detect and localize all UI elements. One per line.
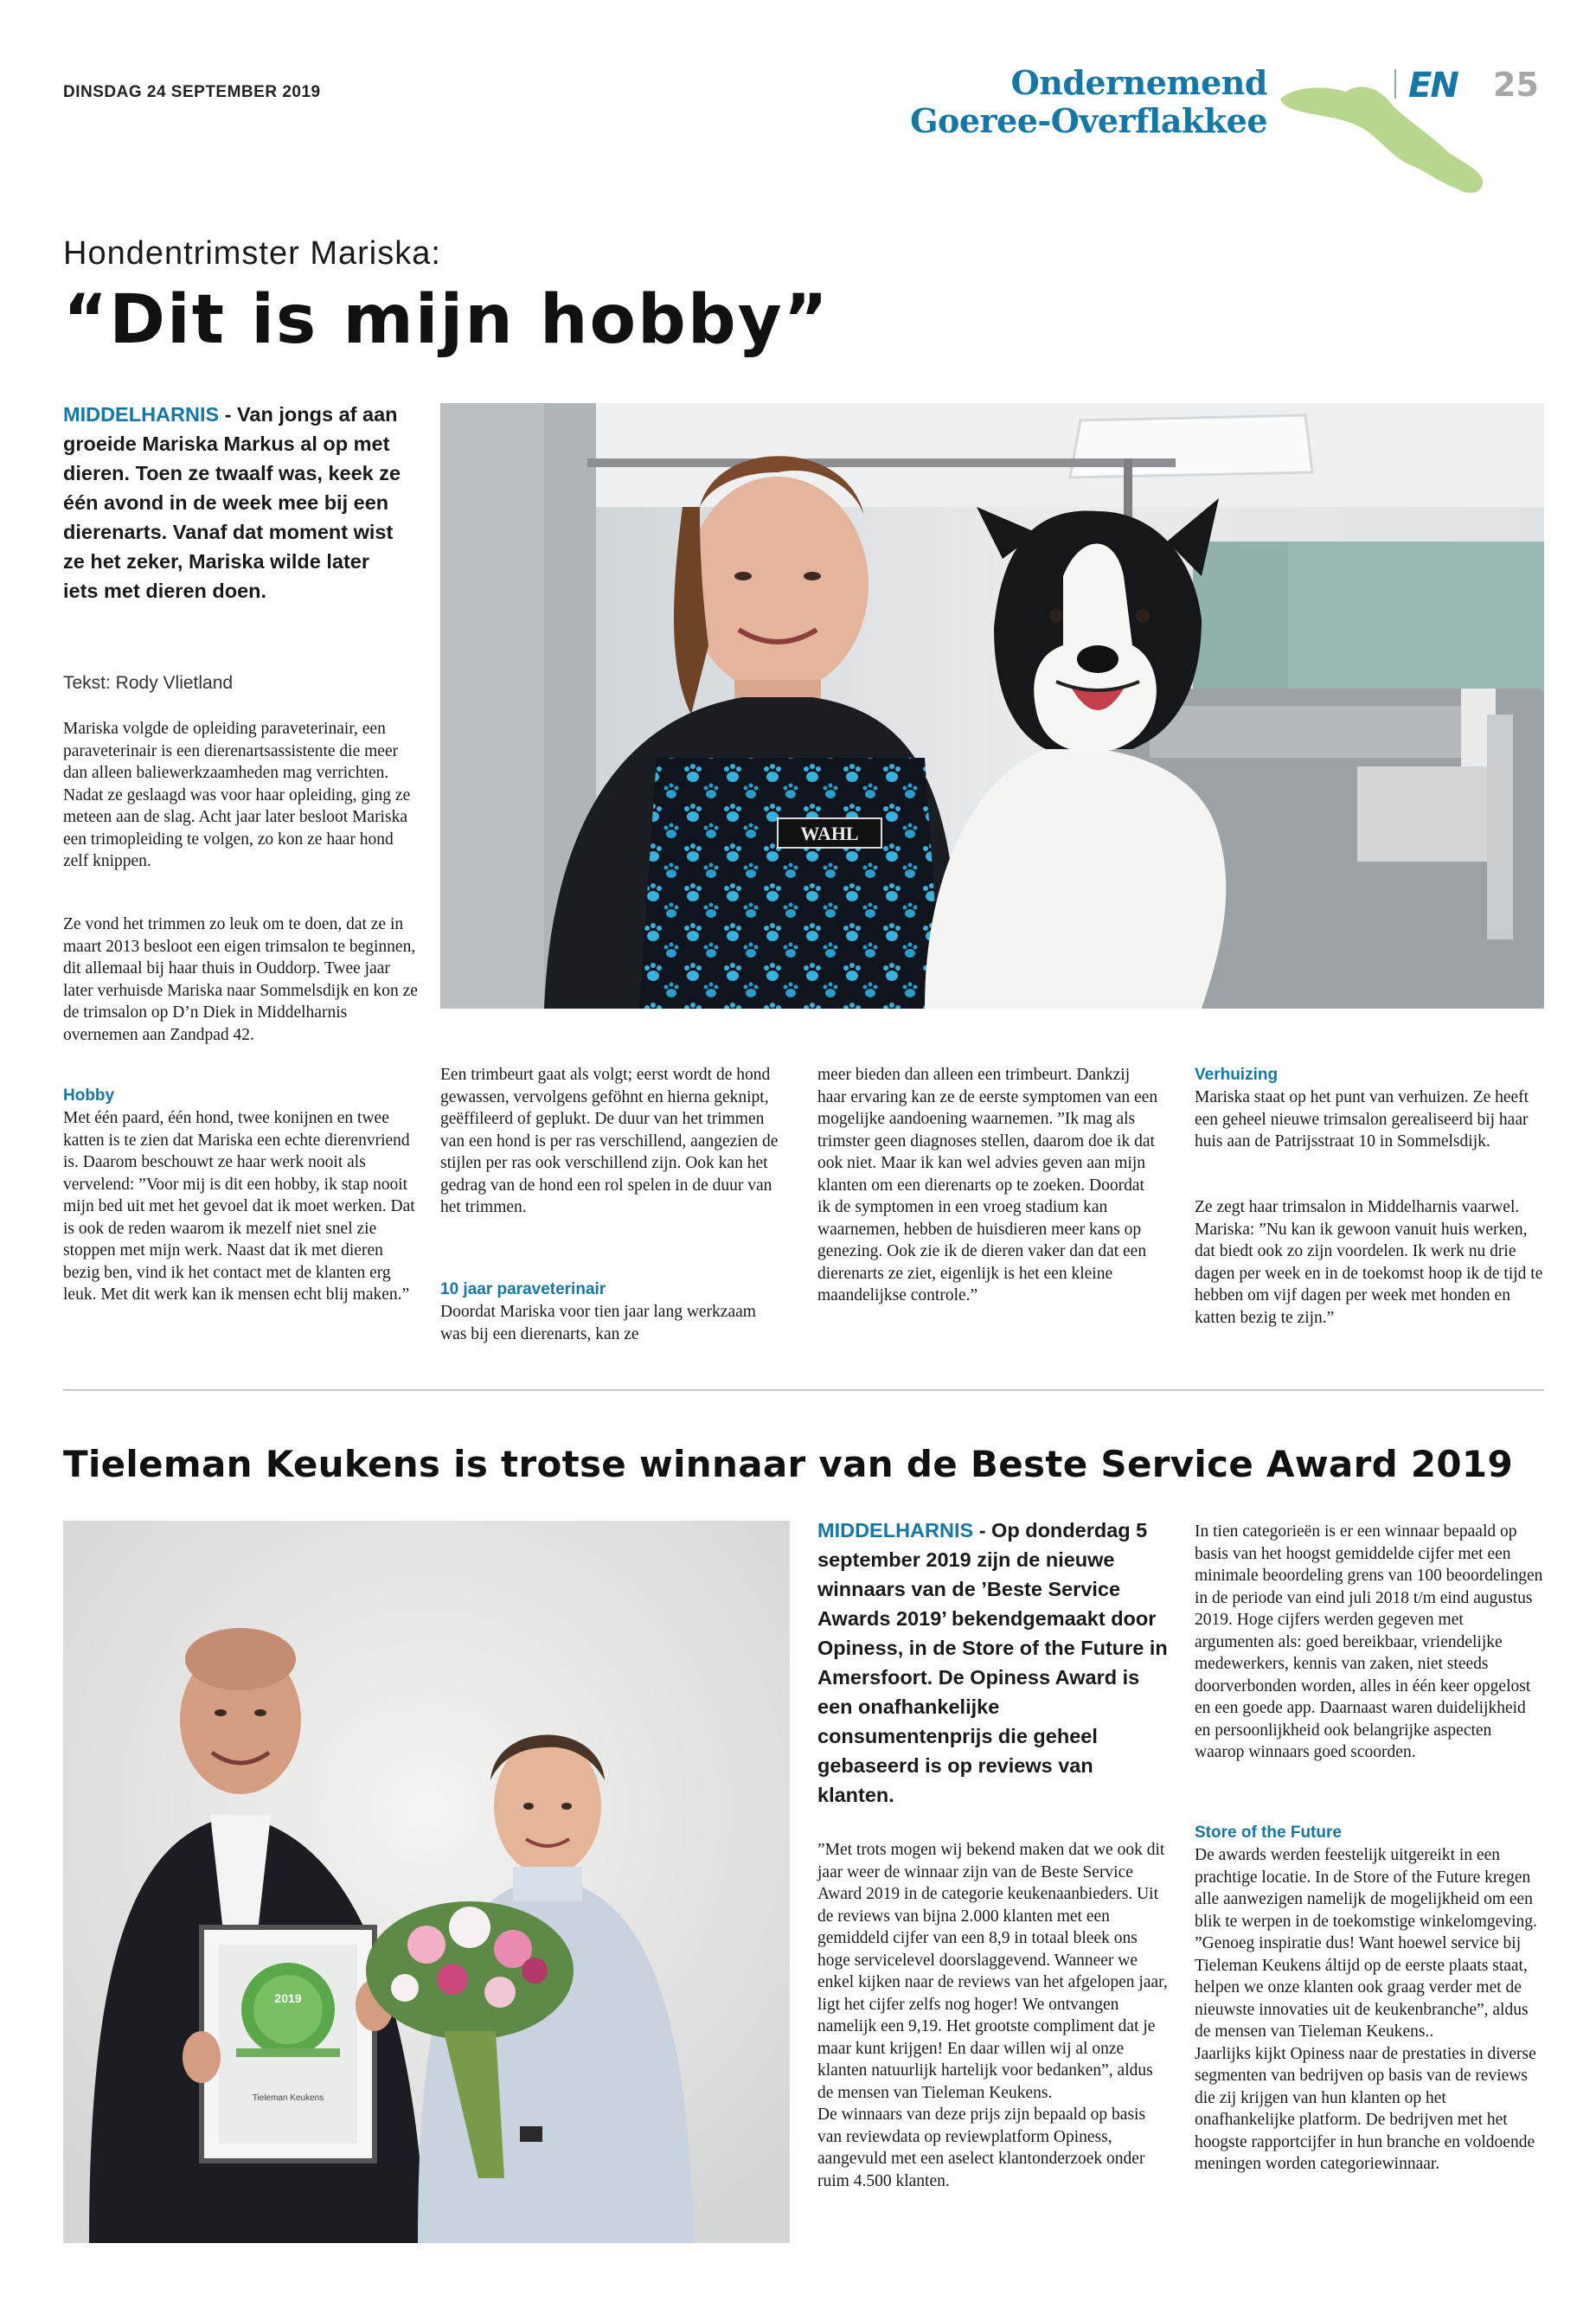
paragraph: De winnaars van deze prijs zijn bepaald op basis van reviewdata op reviewplatform Opiness, aangevuld met een aselect klantonderzoek onder ruim 4.500 klanten. (817, 2106, 1146, 2190)
certificate-year: 2019 (274, 1991, 302, 2005)
subheading-verhuizing: Verhuizing (1195, 1066, 1279, 1084)
paragraph: Jaarlijks kijkt Opiness naar de prestaties in diverse segmenten van bedrijven op basis van de reviews die zij krijgen van hun klanten op het onafhankelijke platform. De bedrijven met het hoogste rapportcijfer in hun branche en voldoende meningen worden categoriewinnaar. (1195, 2044, 1536, 2173)
article-column-4b (1195, 1196, 1545, 1329)
brand-line-1: Ondernemend (1010, 63, 1267, 102)
article-intro (63, 400, 409, 606)
article-column-1b (63, 913, 418, 1046)
article-author: Tekst: Rody Vlietland (63, 673, 234, 693)
article-column-1c (63, 1085, 418, 1306)
article2-intro (817, 1516, 1168, 1810)
paragraph: meer bieden dan alleen een trimbeurt. Dankzij haar ervaring kan ze de eerste symptomen van een mogelijke aandoening waarnemen. ”Ik mag als trimster geen diagnoses stellen, daarom doe ik dat ook niet. Maar ik kan wel advies geven aan mijn klanten om een dierenarts op te zoeken. Doordat ik de symptomen in een vroeg stadium kan waarnemen, hebben de huisdieren meer kans op genezing. Ook zie ik de dieren vaker dan dat een dierenarts ze ziet, eigenlijk is het een kleine maandelijkse controle.” (817, 1066, 1158, 1304)
issue-date: DINSDAG 24 SEPTEMBER 2019 (63, 83, 321, 101)
article-column-2 (440, 1064, 779, 1219)
subheading-10-jaar: 10 jaar paraveterinair (440, 1280, 606, 1298)
article-column-3 (817, 1064, 1159, 1307)
subheading-store-of-the-future: Store of the Future (1195, 1823, 1342, 1842)
article-column-1 (63, 718, 418, 873)
paragraph: Doordat Mariska voor tien jaar lang werkzaam was bij een dierenarts, kan ze (440, 1303, 756, 1343)
paragraph: De awards werden feestelijk uitgereikt in een prachtige locatie. In de Store of the Future kregen alle aanwezigen namelijk de mogelijkheid om een blik te werpen in de toekomstige winkelomgeving. ”Genoeg inspiratie dus! Want hoewel service bij Tieleman Keukens áltijd op de eerste plaats staat, helpen we onze klanten ook graag verder met de nieuwste innovaties uit de keukenbranche”, aldus de mensen van Tieleman Keukens.. (1195, 1846, 1537, 2041)
article2-column-2b (1195, 1822, 1545, 2176)
paragraph: ”Met trots mogen wij bekend maken dat we ook dit jaar weer de winnaar zijn van de Beste Service Award 2019 in de categorie keukenaanbieders. Uit de reviews van bijna 2.000 klanten met een gemiddeld cijfer van een 8,9 in totaal bleek ons hoge servicelevel doorslaggevend. Wanneer we enkel kijken naar de reviews van het afgelopen jaar, ligt het cijfer zelfs nog hoger! We ontvangen namelijk een 9,19. Het grootste compliment dat je maar kunt krijgen! En daar willen wij al onze klanten natuurlijk hartelijk voor bedanken”, aldus de mensen van Tieleman Keukens. (817, 1841, 1168, 2102)
award-winners-photo (63, 1521, 790, 2243)
article2-column-2 (1195, 1521, 1545, 1764)
page-number: 25 (1493, 66, 1539, 104)
paragraph: Ze zegt haar trimsalon in Middelharnis vaarwel. Mariska: ”Nu kan ik gewoon vanuit huis werken, dat biedt ook zo zijn voordelen. Ik werk nu drie dagen per week en in de toekomst hoop ik de tijd te hebben om vijf dagen per week met honden en katten bezig te zijn.” (1195, 1198, 1543, 1327)
intro-text: - Van jongs af aan groeide Mariska Markus al op met dieren. Toen ze twaalf was, keek ze één avond in de week mee bij een dierenarts. Vanaf dat moment wist ze het zeker, Mariska wilde later iets met dieren doen. (63, 403, 401, 602)
article2-headline: Tieleman Keukens is trotse winnaar van de Beste Service Award 2019 (63, 1443, 1513, 1485)
certificate-name: Tieleman Keukens (252, 2093, 324, 2103)
brand-line-2: Goeree-Overflakkee (910, 101, 1267, 140)
intro-text: - Op donderdag 5 september 2019 zijn de nieuwe winnaars van de ’Beste Service Awards 2019’ bekendgemaakt door Opiness, in de Store of the Future in Amersfoort. De Opiness Award is een onafhankelijke consumentenprijs die geheel gebaseerd is op reviews van klanten. (817, 1519, 1168, 1806)
section-brand (910, 64, 1267, 140)
article-column-2b (440, 1279, 779, 1345)
apron-text: WAHL (800, 823, 859, 844)
article-divider (63, 1389, 1544, 1391)
article-kicker: Hondentrimster Mariska: (63, 235, 441, 272)
paragraph: Mariska volgde de opleiding paraveterinair, een paraveterinair is een dierenartsassistente die meer dan alleen baliewerkzaamheden mag verrichten. Nadat ze geslaagd was voor haar opleiding, ging ze meteen aan de slag. Acht jaar later besloot Mariska een trimopleiding te volgen, zo kon ze haar hond zelf knippen. (63, 720, 411, 870)
subheading-hobby: Hobby (63, 1086, 115, 1105)
article-column-4 (1195, 1064, 1545, 1153)
paragraph: Met één paard, één hond, twee konijnen en twee katten is te zien dat Mariska een echte dierenvriend is. Daarom beschouwt ze haar werk nooit als vervelend: ”Voor mij is dit een hobby, ik stap nooit mijn bed uit met het gevoel dat ik moet werken. Dat is ook de reden waarom ik mezelf niet snel zie stoppen met mijn werk. Naast dat ik met dieren bezig ben, vind ik het contact met de klanten erg leuk. Met dit werk kan ik mensen echt blij maken.” (63, 1109, 415, 1304)
article-headline: “Dit is mijn hobby” (63, 281, 830, 359)
paragraph: Een trimbeurt gaat als volgt; eerst wordt de hond gewassen, vervolgens geföhnt en hierna geknipt, geëffileerd of geplukt. De duur van het trimmen van een hond is per ras verschillend, aangezien de stijlen per ras ook verschillend zijn. Ook kan het gedrag van de hond een rol spelen in de duur van het trimmen. (440, 1066, 779, 1216)
paragraph: In tien categorieën is er een winnaar bepaald op basis van het hoogst gemiddelde cijfer met een minimale beoordeling grens van 100 beoordelingen in de periode van eind juli 2018 t/m eind augustus 2019. Hoge cijfers werden gegeven met argumenten als: goed bereikbaar, vriendelijke medewerkers, kennis van zaken, niet steeds doorverbonden worden, alles in één keer opgelost en een goede app. Daarnaast waren duidelijkheid en persoonlijkheid ook belangrijke aspecten waarop winnaars goed scoorden. (1195, 1522, 1543, 1761)
header-divider (1394, 69, 1396, 99)
paragraph: Ze vond het trimmen zo leuk om te doen, dat ze in maart 2013 besloot een eigen trimsalon te beginnen, dit allemaal bij haar thuis in Ouddorp. Twee jaar later verhuisde Mariska naar Sommelsdijk en kon ze de trimsalon op D’n Diek in Middelharnis overnemen aan Zandpad 42. (63, 915, 418, 1044)
groomer-dog-photo (440, 403, 1544, 1009)
newspaper-logo: EN (1408, 66, 1458, 106)
intro-dateline: MIDDELHARNIS (817, 1519, 974, 1541)
intro-dateline: MIDDELHARNIS (63, 403, 220, 426)
article2-column-1 (817, 1839, 1168, 2192)
paragraph: Mariska staat op het punt van verhuizen. Ze heeft een geheel nieuwe trimsalon gerealiseerd bij haar huis aan de Patrijsstraat 10 in Sommelsdijk. (1195, 1088, 1529, 1150)
